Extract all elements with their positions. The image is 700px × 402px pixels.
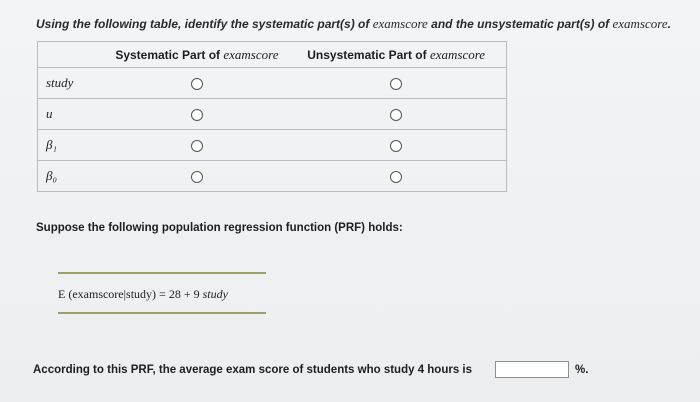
table-row-u xyxy=(38,99,507,130)
question-text xyxy=(36,16,671,32)
equation-variable: study xyxy=(199,287,228,301)
prf-equation xyxy=(58,287,228,302)
radio-study-unsystematic[interactable] xyxy=(390,78,402,90)
prf-equation-box xyxy=(58,272,266,316)
answer-unit: %. xyxy=(575,364,589,376)
row-label-study: study xyxy=(38,68,108,99)
table-header-row xyxy=(38,42,507,68)
table-row-study xyxy=(38,68,507,99)
question-suffix: . xyxy=(667,17,671,31)
prf-intro-text: Suppose the following population regression function (PRF) holds: xyxy=(36,222,403,234)
question-middle: and the unsystematic part(s) of xyxy=(427,17,613,31)
classification-table xyxy=(37,41,507,192)
radio-u-unsystematic[interactable] xyxy=(390,109,402,121)
answer-input[interactable] xyxy=(495,361,569,378)
radio-study-systematic[interactable] xyxy=(191,78,203,90)
cell-study-systematic xyxy=(107,68,286,99)
header-systematic xyxy=(107,42,286,68)
header-empty xyxy=(38,42,108,68)
row-label-u: u xyxy=(38,99,108,130)
cell-study-unsystematic xyxy=(286,68,506,99)
equation-intercept: 28 xyxy=(168,287,181,301)
table-row-beta1 xyxy=(38,130,507,161)
final-question-text: According to this PRF, the average exam score of students who study 4 hours is xyxy=(33,364,473,376)
equation-equals: = xyxy=(156,287,169,301)
header-unsystematic-label: Unsystematic Part of xyxy=(307,47,430,62)
cell-beta1-unsystematic xyxy=(286,130,506,161)
radio-beta0-unsystematic[interactable] xyxy=(390,171,402,183)
question-var2: examscore xyxy=(612,16,668,31)
question-var1: examscore xyxy=(372,16,428,31)
row-label-beta0: β₀ xyxy=(38,161,108,192)
radio-beta1-systematic[interactable] xyxy=(191,140,203,152)
cell-beta0-systematic xyxy=(107,161,286,192)
equation-bottom-rule xyxy=(58,312,266,314)
cell-beta1-systematic xyxy=(107,130,286,161)
equation-slope: 9 xyxy=(193,287,200,301)
equation-top-rule xyxy=(58,272,266,274)
radio-beta0-systematic[interactable] xyxy=(191,171,203,183)
cell-u-systematic xyxy=(107,99,286,130)
row-label-beta1: β₁ xyxy=(38,130,108,161)
question-prefix: Using the following table, identify the systematic part(s) of xyxy=(36,17,373,31)
radio-u-systematic[interactable] xyxy=(191,109,203,121)
radio-beta1-unsystematic[interactable] xyxy=(390,140,402,152)
cell-u-unsystematic xyxy=(286,99,506,130)
cell-beta0-unsystematic xyxy=(286,161,506,192)
equation-lhs: E (examscore|study) xyxy=(58,287,157,301)
header-systematic-label: Systematic Part of xyxy=(115,47,224,62)
header-systematic-var: examscore xyxy=(223,46,279,62)
equation-plus: + xyxy=(180,287,194,301)
table-row-beta0 xyxy=(38,161,507,192)
header-unsystematic xyxy=(286,42,506,68)
header-unsystematic-var: examscore xyxy=(429,46,486,62)
